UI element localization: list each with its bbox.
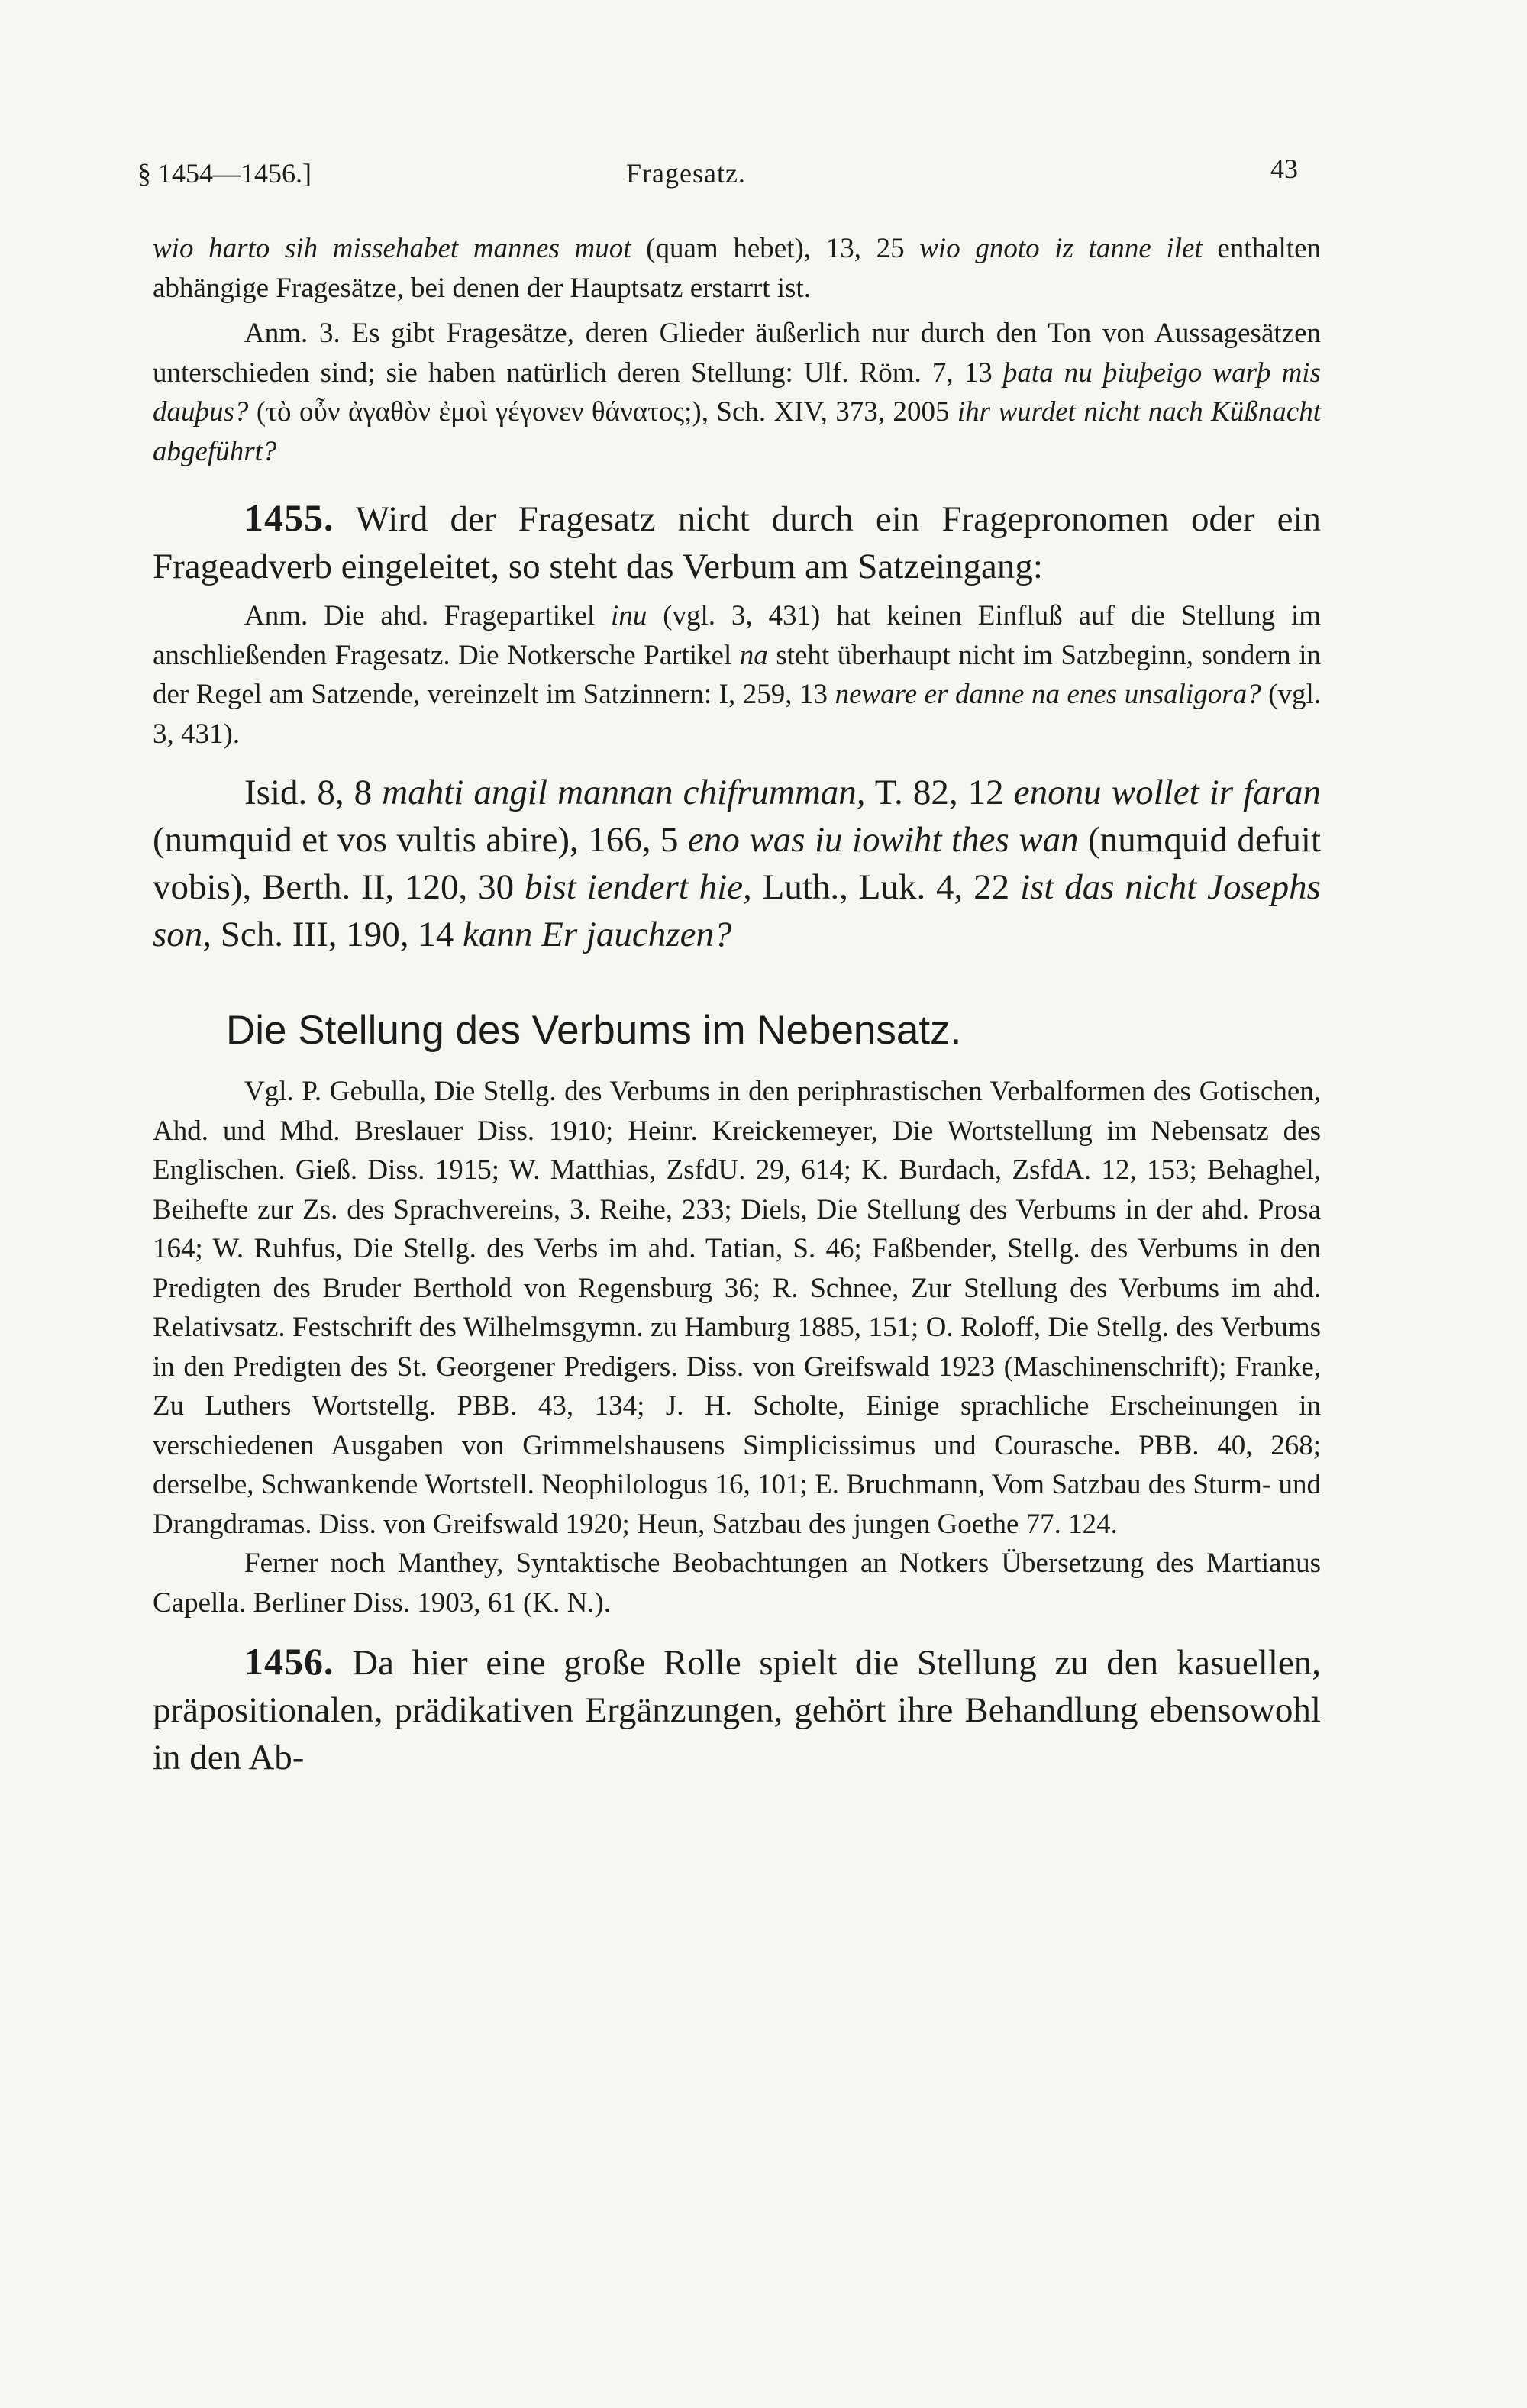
example-text: ihr wurdet nicht nach Küßnacht abgeführt? <box>153 396 1321 467</box>
example-text: bist iendert hie, <box>524 867 752 907</box>
text-run: (numquid et vos vultis abire), 166, 5 <box>153 820 688 860</box>
bibliography-addendum: Ferner noch Manthey, Syntaktische Beobachtungen an Notkers Übersetzung des Martianus Capella. Berliner Diss. 1903, 61 (K. N.). <box>153 1548 1321 1619</box>
header-section-ref: § 1454—1456.] <box>137 158 312 189</box>
example-text: ist das nicht Josephs son, <box>153 867 1321 954</box>
example-text: þata nu þiuþeigo warþ mis dauþus? <box>153 357 1321 428</box>
text-run: Anm. Die ahd. Fragepartikel <box>244 600 612 631</box>
example-text: na <box>739 639 768 671</box>
text-run: Da hier eine große Rolle spielt die Stellung zu den kasuellen, präpositionalen, prädikativen Ergänzungen, gehört ihre Behandlung ebensowohl in den Ab- <box>153 1643 1321 1777</box>
running-header <box>137 153 1298 203</box>
section-number: 1455. <box>244 496 334 539</box>
examples-1455 <box>153 769 1321 958</box>
example-text: wio harto sih missehabet mannes muot <box>153 233 631 264</box>
text-run: (τὸ οὖν ἀγαθὸν ἐμοὶ γέγονεν θάνατος;), Sch. XIV, 373, 2005 <box>248 396 957 428</box>
example-text: neware er danne na enes unsaligora? <box>835 679 1261 710</box>
text-run: (quam hebet), 13, 25 <box>631 233 920 264</box>
example-text: wio gnoto iz tanne ilet <box>919 233 1203 264</box>
bibliography-paragraph: Vgl. P. Gebulla, Die Stellg. des Verbums in den periphrastischen Verbalformen des Gotischen, Ahd. und Mhd. Breslauer Diss. 1910; Heinr. Kreickemeyer, Die Wortstellung im Nebensatz des Englischen. Gieß. Diss. 1915; W. Matthias, ZsfdU. 29, 614; K. Burdach, ZsfdA. 12, 153; Behaghel, Beihefte zur Zs. des Sprachvereins, 3. Reihe, 233; Diels, Die Stellung des Verbums in der ahd. Prosa 164; W. Ruhfus, Die Stellg. des Verbs im ahd. Tatian, S. 46; Faßbender, Stellg. des Verbums in den Predigten des Bruder Berthold von Regensburg 36; R. Schnee, Zur Stellung des Verbums im ahd. Relativsatz. Festschrift des Wilhelmsgymn. zu Hamburg 1885, 151; O. Roloff, Die Stellg. des Verbums in den Predigten des St. Georgener Predigers. Diss. von Greifswald 1923 (Maschinenschrift); Franke, Zu Luthers Wortstellg. PBB. 43, 134; J. H. Scholte, Einige sprachliche Erscheinungen in verschiedenen Ausgaben von Grimmelshausens Simplicissimus und Courasche. PBB. 40, 268; derselbe, Schwankende Wortstell. Neophilologus 16, 101; E. Bruchmann, Vom Satzbau des Sturm- und Drangdramas. Diss. von Greifswald 1920; Heun, Satzbau des jungen Goethe 77. 124. <box>153 1076 1321 1540</box>
section-1455 <box>153 494 1321 590</box>
note-anm-3 <box>153 314 1321 471</box>
text-run: Isid. 8, 8 <box>244 773 383 812</box>
example-text: enonu wollet ir faran <box>1013 773 1321 812</box>
text-run: (vgl. 3, 431) hat keinen Einfluß auf die Stellung im anschließenden Fragesatz. Die Notkersche Partikel <box>153 600 1322 671</box>
section-number: 1456. <box>244 1640 334 1683</box>
note-anm-particle <box>153 596 1321 754</box>
example-text: eno was iu iowiht thes wan <box>688 820 1079 860</box>
page-body <box>153 229 1321 1781</box>
paragraph-dependent-questions <box>153 229 1321 308</box>
page-number: 43 <box>1270 153 1298 184</box>
text-run: Anm. 3. Es gibt Fragesätze, deren Glieder äußerlich nur durch den Ton von Aussagesätzen unterschieden sind; sie haben natürlich deren Stellung: Ulf. Röm. 7, 13 <box>153 318 1321 389</box>
text-run: Sch. III, 190, 14 <box>211 915 463 954</box>
text-run: Luth., Luk. 4, 22 <box>751 867 1020 907</box>
text-run: T. 82, 12 <box>865 773 1014 812</box>
example-text: kann Er jauchzen? <box>463 915 732 954</box>
text-run: (numquid defuit vobis), Berth. II, 120, 30 <box>153 820 1322 907</box>
section-heading: Die Stellung des Verbums im Nebensatz. <box>226 1008 962 1053</box>
example-text: mahti angil mannan chifrumman, <box>382 773 866 812</box>
text-run: Wird der Fragesatz nicht durch ein Fragepronomen oder ein Frageadverb eingeleitet, so steht das Verbum am Satzeingang: <box>153 499 1321 586</box>
header-title: Fragesatz. <box>626 158 746 189</box>
text-run: steht überhaupt nicht im Satzbeginn, sondern in der Regel am Satzende, vereinzelt im Satzinnern: I, 259, 13 <box>153 639 1321 710</box>
example-text: inu <box>611 600 647 631</box>
section-1456 <box>153 1638 1321 1781</box>
text-run: (vgl. 3, 431). <box>153 679 1321 750</box>
text-run: enthalten abhängige Fragesätze, bei denen der Hauptsatz erstarrt ist. <box>153 233 1321 304</box>
